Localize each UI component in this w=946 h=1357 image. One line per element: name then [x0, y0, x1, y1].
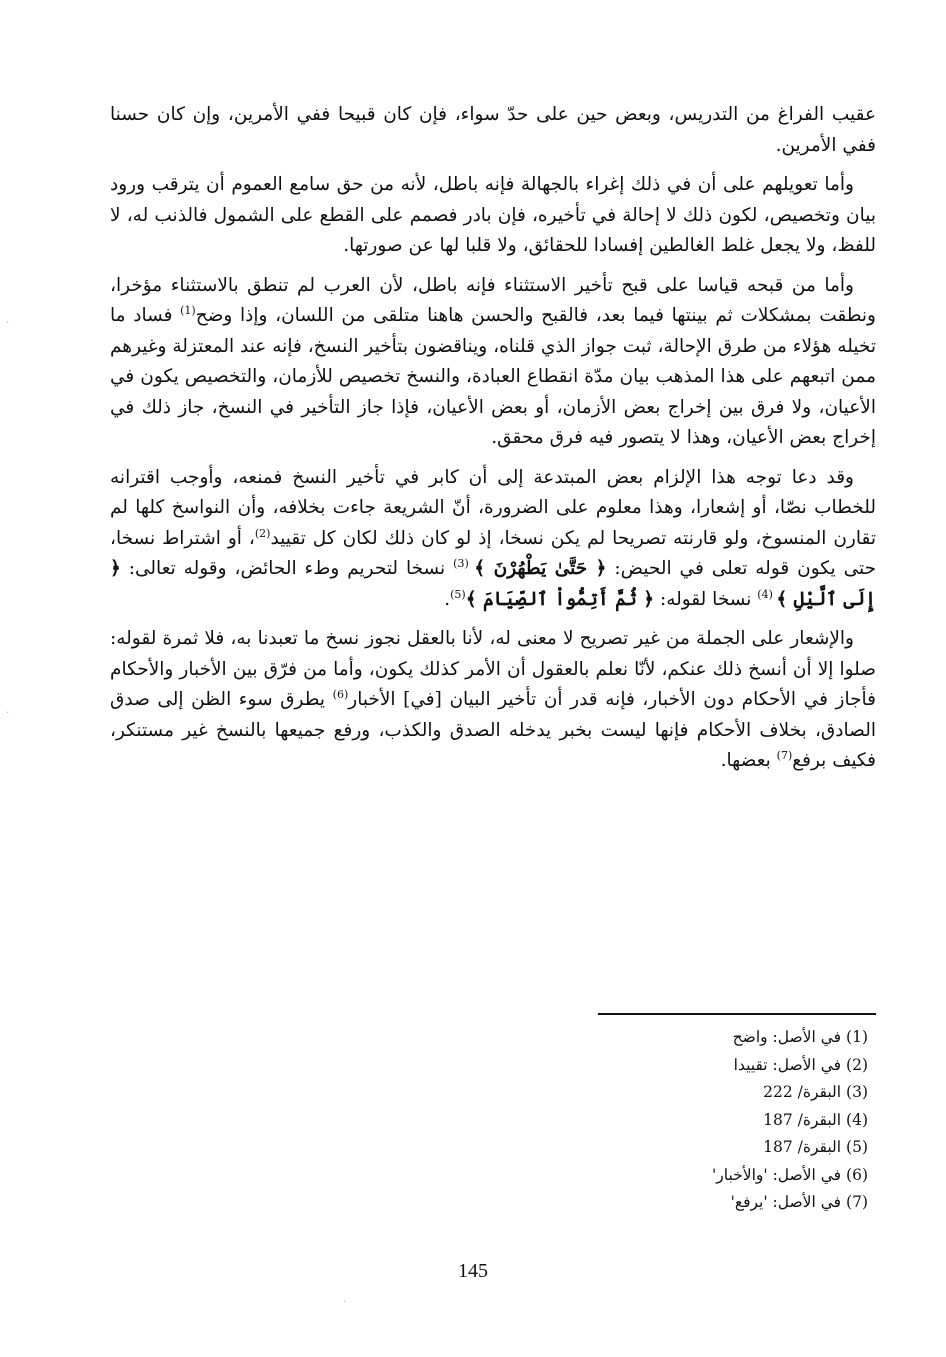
footnote-item: (6) في الأصل: 'والأخبار'	[712, 1165, 868, 1184]
page-number: 145	[458, 1260, 488, 1282]
footnote-item: (1) في الأصل: واضح	[732, 1028, 868, 1046]
footnote-item: (5) البقرة/ 187	[763, 1138, 868, 1156]
footnotes-list	[568, 1024, 868, 1217]
footnote-reference: (1)	[180, 303, 196, 317]
quran-quote: ﴿ إِلَى ٱلَّيْلِ ﴾	[110, 558, 876, 610]
paragraph	[110, 463, 876, 616]
paragraph-text: وأما تعويلهم على أن في ذلك إغراء بالجهالة فإنه باطل، لأنه من حق سامع العموم أن يترقب ورود بيان وتخصيص، لكون ذلك لا إحالة في تأخيره، فإن بادر فصمم على القطع على الشمول فالذنب له، لا للفظ، ولا يجعل غلط الغالطين إفسادا للحقائق، ولا قلبا لها عن صورتها.	[110, 174, 876, 256]
scan-margin-mark: ·	[6, 708, 10, 719]
paragraph-text: وأما من قبحه قياسا على قبح تأخير الاستثناء فإنه باطل، لأن العرب لم تنطق بالاستثناء مؤخرا، ونطقت بمشكلات ثم بينتها فيما بعد، فالقبح والحسن هاهنا متلقى من اللسان، وإذا وضح	[110, 274, 876, 326]
paragraph-text: والإشعار على الجملة من غير تصريح لا معنى له، لأنا بالعقل نجوز نسخ ما تعبدنا به، فلا ثمرة لقوله: صلوا إلا أن أنسخ ذلك عنكم، لأنّا نعلم بالعقول أن الأمر كذلك يكون، وأما من فرّق بين الأخبار والأحكام فأجاز في الأحكام دون الأخبار، فإنه قدر أن تأخير البيان [في] الأخبار	[110, 628, 876, 710]
paragraph-text: بعضها.	[720, 750, 777, 771]
footnote-item: (7) في الأصل: 'يرفع'	[730, 1193, 868, 1211]
footnote-reference: (7)	[776, 748, 793, 762]
paragraph-text: .	[444, 588, 451, 610]
footnote-reference: (6)	[332, 687, 349, 701]
footnote-reference: (5)	[450, 587, 466, 601]
footnote-item: (2) في الأصل: تقييدا	[733, 1055, 868, 1074]
scan-margin-mark: ·	[6, 318, 10, 329]
footnote-reference: (2)	[254, 526, 271, 540]
paragraph-text: وقد دعا توجه هذا الإلزام بعض المبتدعة إلى أن كابر في تأخير النسخ فمنعه، وأوجب اقترانه للخطاب نصّا، أو إشعارا، وهذا معلوم على الضرورة، أنّ الشريعة جاءت بخلافه، وأن النواسخ كلها لم تقارن المنسوخ، ولو قارنته تصريحا لم يكن نسخا، إذ لو كان ذلك لكان كل تقييد	[110, 466, 876, 549]
scan-margin-mark: ·	[343, 1297, 347, 1308]
paragraph	[110, 100, 876, 161]
paragraph-text: يطرق سوء الظن إلى صدق الصادق، بخلاف الأحكام فإنها ليست بخبر يدخله الصدق والكذب، ورفع جميعها بالنسخ غير مستنكر، فكيف برفع	[110, 689, 876, 771]
paragraph	[110, 271, 876, 454]
paragraph-text: فساد ما تخيله هؤلاء من طرق الإحالة، ثبت جواز الذي قلناه، ويناقضون بتأخير النسخ، فإنه عند المعتزلة وغيرهم ممن اتبعهم على هذا المذهب بيان مدّة انقطاع العبادة، والنسخ تخصيص للأزمان، والتخصيص يكون في الأعيان، ولا فرق بين إخراج بعض الأزمان، أو بعض الأعيان، فإذا جاز التأخير في النسخ، جاز ذلك في إخراج بعض الأعيان، وهذا لا يتصور فيه فرق محقق.	[110, 305, 876, 448]
footnote-reference: (3)	[453, 556, 475, 570]
quran-quote: ﴿ حَتَّىٰ يَطْهُرْنَ ﴾	[474, 558, 607, 579]
paragraph	[110, 170, 876, 262]
paragraph	[110, 624, 876, 777]
main-text	[110, 100, 876, 786]
paragraph-text: نسخا لتحريم وطء الحائض، وقوله تعالى:	[120, 558, 454, 579]
paragraph-text: عقيب الفراغ من التدريس، وبعض حين على حدّ سواء، فإن كان قبيحا ففي الأمرين، وإن كان حسنا ففي الأمرين.	[110, 104, 876, 156]
paragraph-text: نسخا لقوله:	[654, 588, 758, 610]
footnote-item: (3) البقرة/ 222	[763, 1083, 868, 1101]
quran-quote: ﴿ ثُمَّ أَتِمُّواْ ٱلصِّيَامَ ﴾	[465, 588, 655, 610]
footnote-item: (4) البقرة/ 187	[763, 1110, 868, 1129]
footnote-reference: (4)	[757, 587, 777, 601]
footnote-separator	[598, 1013, 876, 1015]
paragraph-text: ، أو اشتراط نسخا، حتى يكون قوله تعلى في الحيض:	[110, 527, 877, 579]
